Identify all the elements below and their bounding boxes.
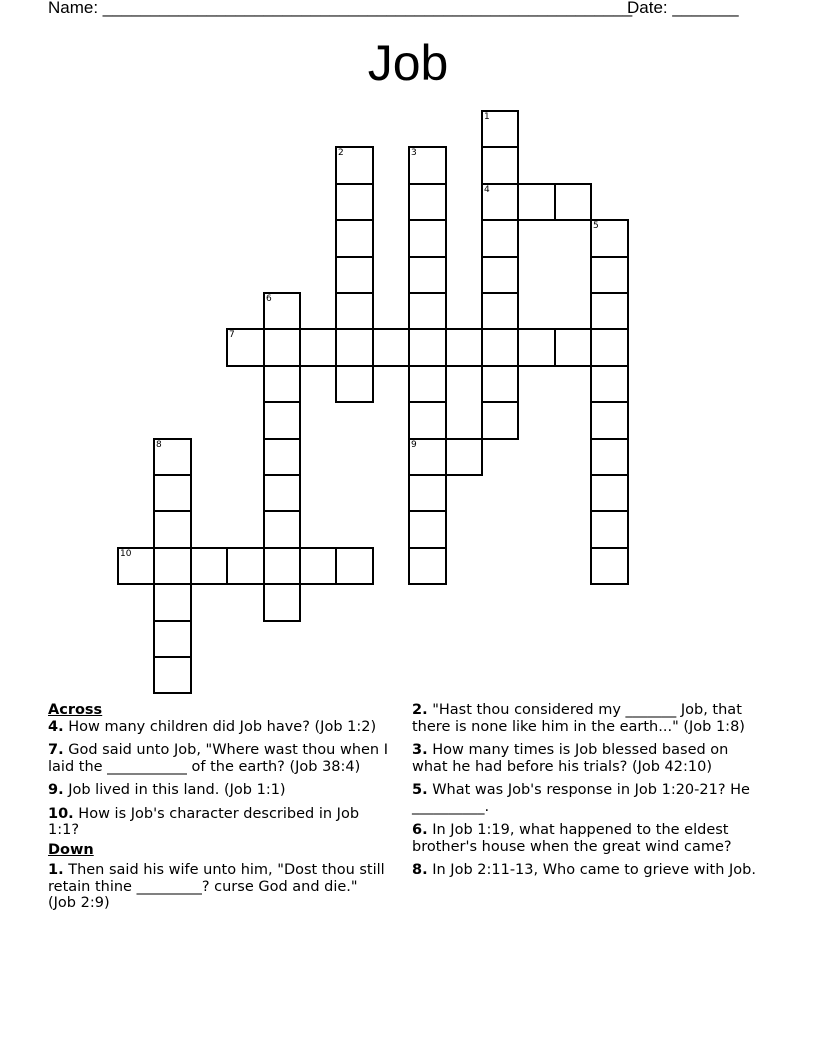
grid-cell[interactable] xyxy=(481,146,519,185)
clue-down-1: 1. Then said his wife unto him, "Dost thou still retain thine _________? curse God and die." (Job 2:9) xyxy=(48,862,385,911)
grid-cell[interactable] xyxy=(590,365,629,403)
grid-cell[interactable] xyxy=(408,438,447,476)
grid-cell[interactable] xyxy=(190,547,228,585)
cell-number: 7 xyxy=(229,330,235,340)
grid-cell[interactable] xyxy=(590,219,629,258)
grid-cell[interactable] xyxy=(372,328,410,367)
grid-cell[interactable] xyxy=(263,328,301,367)
grid-cell[interactable] xyxy=(335,146,374,185)
grid-cell[interactable] xyxy=(153,474,192,512)
cell-number: 9 xyxy=(411,440,417,450)
grid-cell[interactable] xyxy=(335,256,374,294)
grid-cell[interactable] xyxy=(445,438,483,476)
grid-cell[interactable] xyxy=(153,583,192,622)
cell-number: 2 xyxy=(338,148,344,158)
grid-cell[interactable] xyxy=(481,110,519,148)
grid-cell[interactable] xyxy=(408,474,447,512)
grid-cell[interactable] xyxy=(153,620,192,658)
cell-number: 8 xyxy=(156,440,162,450)
grid-cell[interactable] xyxy=(263,438,301,476)
grid-cell[interactable] xyxy=(408,547,447,585)
grid-cell[interactable] xyxy=(153,438,192,476)
grid-cell[interactable] xyxy=(481,328,519,367)
grid-cell[interactable] xyxy=(590,292,629,330)
grid-cell[interactable] xyxy=(226,328,265,367)
clue-across-7: 7. God said unto Job, "Where wast thou when I laid the ___________ of the earth? (Job 38:4) xyxy=(48,742,389,775)
grid-cell[interactable] xyxy=(481,219,519,258)
grid-cell[interactable] xyxy=(481,365,519,403)
grid-cell[interactable] xyxy=(408,183,447,221)
grid-cell[interactable] xyxy=(153,656,192,694)
grid-cell[interactable] xyxy=(408,510,447,549)
grid-cell[interactable] xyxy=(408,401,447,440)
grid-cell[interactable] xyxy=(590,438,629,476)
grid-cell[interactable] xyxy=(263,547,301,585)
grid-cell[interactable] xyxy=(226,547,265,585)
grid-cell[interactable] xyxy=(263,292,301,330)
grid-cell[interactable] xyxy=(481,183,519,221)
grid-cell[interactable] xyxy=(590,401,629,440)
page-title: Job xyxy=(367,35,449,91)
clue-down-8: 8. In Job 2:11-13, Who came to grieve with Job. xyxy=(412,862,756,878)
grid-cell[interactable] xyxy=(263,583,301,622)
grid-cell[interactable] xyxy=(517,183,556,221)
clues-left-column xyxy=(48,702,388,919)
name-field[interactable]: Name: ________________________________________________________ xyxy=(48,0,633,17)
grid-cell[interactable] xyxy=(335,365,374,403)
cell-number: 3 xyxy=(411,148,417,158)
grid-cell[interactable] xyxy=(554,328,592,367)
grid-cell[interactable] xyxy=(408,328,447,367)
grid-cell[interactable] xyxy=(335,328,374,367)
clue-across-9: 9. Job lived in this land. (Job 1:1) xyxy=(48,782,286,798)
grid-cell[interactable] xyxy=(590,547,629,585)
grid-cell[interactable] xyxy=(408,292,447,330)
clue-down-3: 3. How many times is Job blessed based on what he had before his trials? (Job 42:10) xyxy=(412,742,729,775)
clue-down-2: 2. "Hast thou considered my _______ Job, that there is none like him in the earth..." (Job 1:8) xyxy=(412,702,745,735)
clue-across-10: 10. How is Job's character described in Job 1:1? xyxy=(48,805,360,838)
grid-cell[interactable] xyxy=(481,292,519,330)
grid-cell[interactable] xyxy=(117,547,155,585)
across-heading: Across xyxy=(48,702,103,718)
cell-number: 5 xyxy=(593,221,599,231)
grid-cell[interactable] xyxy=(153,547,192,585)
grid-cell[interactable] xyxy=(590,510,629,549)
grid-cell[interactable] xyxy=(263,510,301,549)
clue-down-6: 6. In Job 1:19, what happened to the eldest brother's house when the great wind came? xyxy=(412,822,732,855)
grid-cell[interactable] xyxy=(517,328,556,367)
grid-cell[interactable] xyxy=(299,328,337,367)
grid-cell[interactable] xyxy=(263,401,301,440)
grid-cell[interactable] xyxy=(335,292,374,330)
clue-down-5: 5. What was Job's response in Job 1:20-21? He __________. xyxy=(412,782,750,815)
cell-number: 10 xyxy=(120,549,132,559)
grid-cell[interactable] xyxy=(590,328,629,367)
down-heading: Down xyxy=(48,841,94,858)
grid-cell[interactable] xyxy=(299,547,337,585)
clues-right-column xyxy=(412,702,757,886)
grid-cell[interactable] xyxy=(263,474,301,512)
grid-cell[interactable] xyxy=(590,474,629,512)
grid-cell[interactable] xyxy=(263,365,301,403)
grid-cell[interactable] xyxy=(408,256,447,294)
date-field[interactable]: Date: _______ xyxy=(627,0,739,17)
cell-number: 6 xyxy=(266,294,272,304)
grid-cell[interactable] xyxy=(153,510,192,549)
grid-cell[interactable] xyxy=(554,183,592,221)
grid-cell[interactable] xyxy=(408,365,447,403)
grid-cell[interactable] xyxy=(335,547,374,585)
cell-number: 4 xyxy=(484,185,490,195)
clue-across-4: 4. How many children did Job have? (Job 1:2) xyxy=(48,718,377,735)
grid-cell[interactable] xyxy=(335,219,374,258)
grid-cell[interactable] xyxy=(335,183,374,221)
grid-cell[interactable] xyxy=(590,256,629,294)
grid-cell[interactable] xyxy=(408,219,447,258)
grid-cell[interactable] xyxy=(445,328,483,367)
grid-cell[interactable] xyxy=(481,256,519,294)
grid-cell[interactable] xyxy=(481,401,519,440)
grid-cell[interactable] xyxy=(408,146,447,185)
cell-number: 1 xyxy=(484,112,490,122)
